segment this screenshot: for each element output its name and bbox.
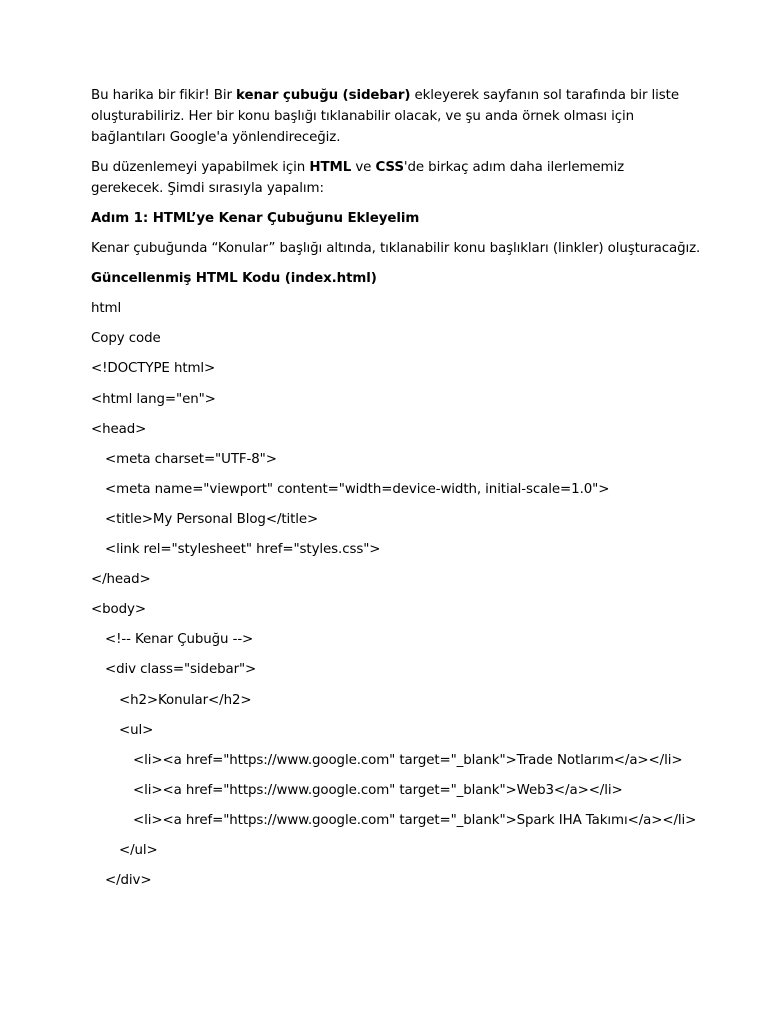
code-line: </head> (91, 572, 151, 588)
code-line: <li><a href="https://www.google.com" target="_blank">Spark IHA Takımı</a></li> (133, 812, 697, 828)
code-line: </ul> (119, 842, 158, 858)
code-line: <!-- Kenar Çubuğu --> (105, 632, 254, 648)
code-line: <head> (91, 421, 147, 437)
code-line: <body> (91, 602, 146, 618)
code-line: <ul> (119, 722, 154, 738)
step1-description: Kenar çubuğunda “Konular” başlığı altında, tıklanabilir konu başlıkları (linkler) oluşturacağız. (91, 241, 701, 257)
code-line: <li><a href="https://www.google.com" target="_blank">Trade Notlarım</a></li> (133, 752, 683, 768)
intro-p2-text-3: 'de birkaç adım daha ilerlememiz gerekecek. Şimdi sırasıyla yapalım: (91, 160, 625, 196)
step1-heading: Adım 1: HTML’ye Kenar Çubuğunu Ekleyelim (91, 211, 420, 226)
code-line: <meta charset="UTF-8"> (105, 451, 277, 467)
intro-p2-text-1: Bu düzenlemeyi yapabilmek için (91, 160, 310, 175)
copy-code-label: Copy code (91, 331, 161, 347)
intro-paragraph-2 (91, 157, 691, 199)
intro-p2-text-2: ve (351, 160, 376, 175)
intro-p1-text-1: Bu harika bir fikir! Bir (91, 88, 237, 103)
code-line: </div> (105, 873, 152, 889)
code-line: <meta name="viewport" content="width=device-width, initial-scale=1.0"> (105, 481, 610, 497)
code-line: <title>My Personal Blog</title> (105, 511, 319, 527)
code-line: <html lang="en"> (91, 391, 216, 407)
code-line: <h2>Konular</h2> (119, 692, 252, 708)
intro-p1-bold-sidebar: kenar çubuğu (sidebar) (236, 88, 411, 103)
code-heading: Güncellenmiş HTML Kodu (index.html) (91, 271, 377, 287)
intro-p2-bold-css: CSS (375, 160, 404, 175)
document-page (91, 85, 701, 900)
intro-p2-bold-html: HTML (309, 160, 352, 175)
code-language-label: html (91, 301, 122, 317)
intro-p1-text-2: ekleyerek sayfanın sol tarafında bir liste oluşturabiliriz. Her bir konu başlığı tıklanabilir olacak, ve şu anda örnek olması için bağlantıları Google'a yönlendireceğiz. (91, 88, 679, 145)
code-line: <li><a href="https://www.google.com" target="_blank">Web3</a></li> (133, 782, 623, 798)
code-line: <!DOCTYPE html> (91, 361, 216, 377)
intro-paragraph-1 (91, 85, 691, 148)
code-line: <div class="sidebar"> (105, 662, 257, 678)
code-line: <link rel="stylesheet" href="styles.css"> (105, 542, 381, 558)
